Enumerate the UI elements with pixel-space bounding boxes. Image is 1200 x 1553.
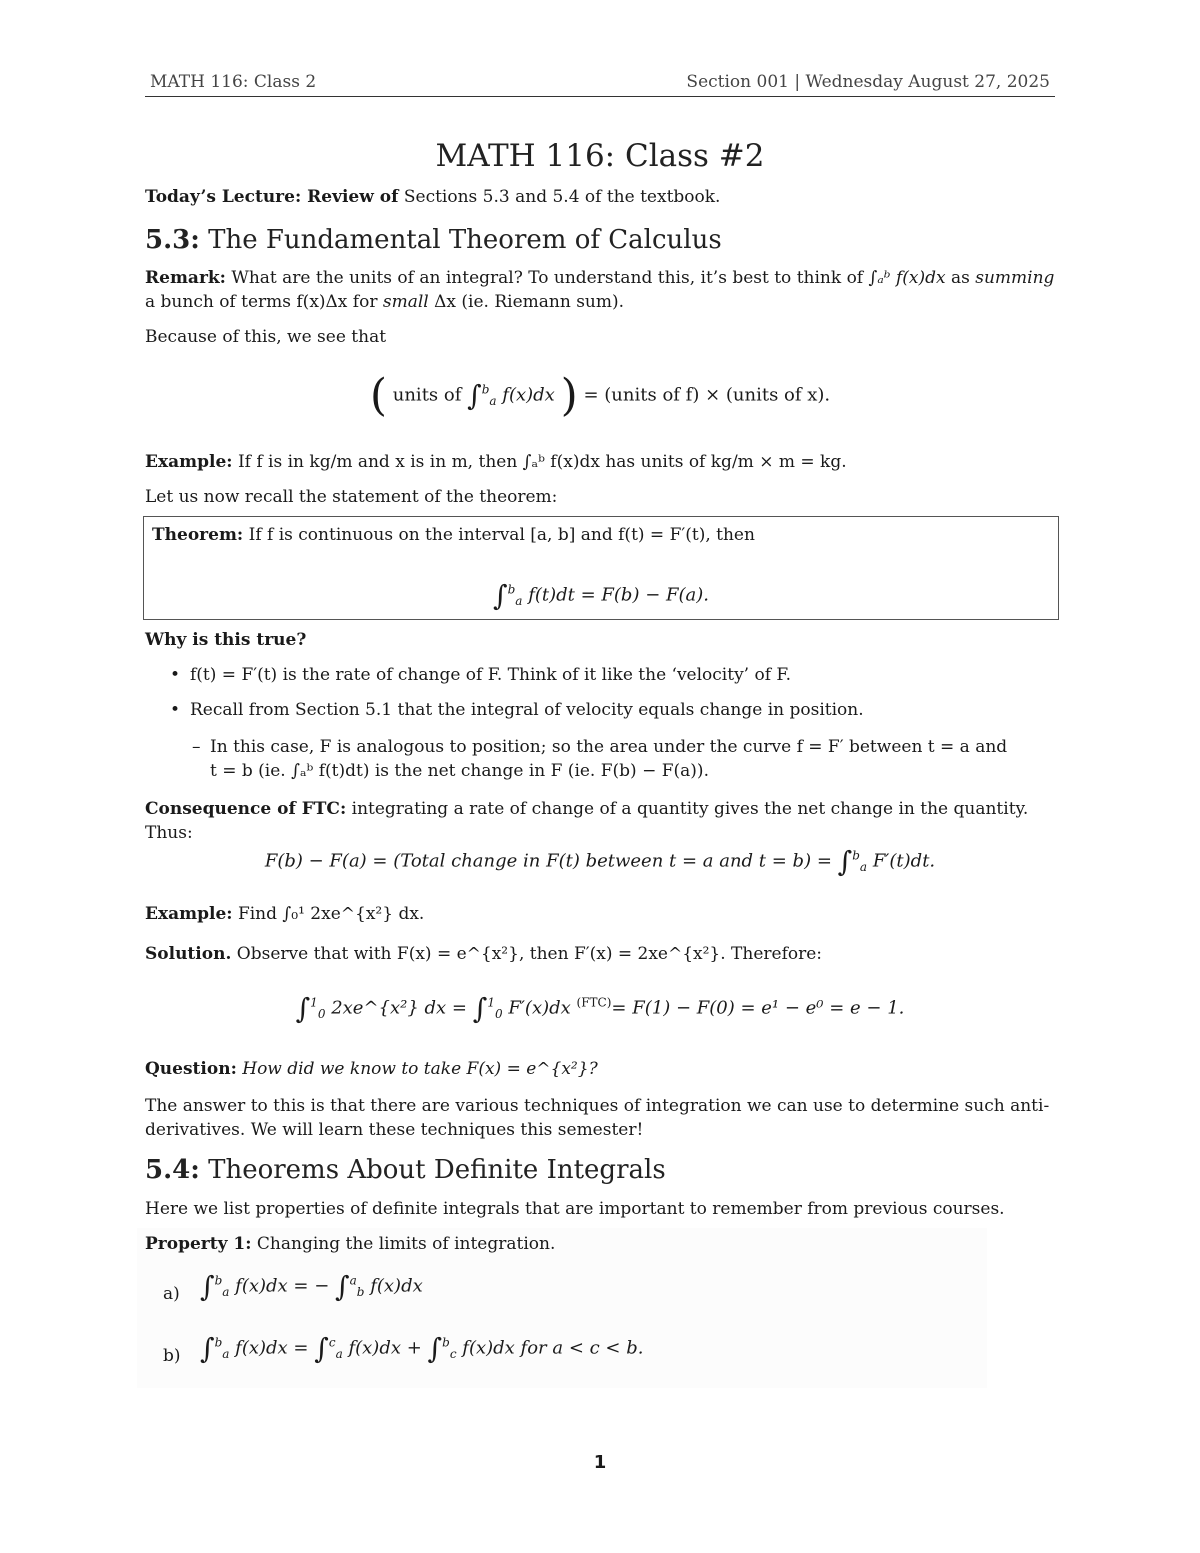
- sub-bullet: – In this case, F is analogous to position; so the area under the curve f = F′ between t = a and t = b (ie. ∫ₐᵇ f(t)dt) is the net change in F (ie. F(b) − F(a)).: [192, 737, 1008, 781]
- example-units: Example: If f is in kg/m and x is in m, then ∫ₐᵇ f(x)dx has units of kg/m × m = kg.: [145, 452, 847, 472]
- running-header: [145, 70, 1055, 97]
- solution-line: Solution. Observe that with F(x) = e^{x²}, then F′(x) = 2xe^{x²}. Therefore:: [145, 944, 823, 964]
- list-item: • Recall from Section 5.1 that the integral of velocity equals change in position.: [160, 698, 1057, 722]
- why-heading: Why is this true?: [145, 630, 307, 650]
- property-b-equation: ∫$^b_a$ f(x)dx = ∫$^c_a$ f(x)dx + ∫$^b_c$ f(x)dx for a < c < b.: [200, 1332, 644, 1365]
- property-b-label: b): [163, 1346, 181, 1366]
- remark-paragraph: Remark: What are the units of an integral? To understand this, it’s best to think of ∫ₐᵇ f(x)dx as summing a bunch of terms f(x)Δx for small Δx (ie. Riemann sum).: [145, 268, 1055, 312]
- because-line: Because of this, we see that: [145, 327, 387, 347]
- why-bullets: [160, 663, 1057, 722]
- units-equation: ( units of ∫$^b_a$ f(x)dx ) = (units of f) × (units of x).: [369, 370, 831, 421]
- theorem-box: [143, 516, 1059, 620]
- answer-paragraph: The answer to this is that there are various techniques of integration we can use to determine such anti- derivatives. We will learn these techniques this semester!: [145, 1096, 1050, 1140]
- property-1-line: Property 1: Changing the limits of integration.: [145, 1234, 556, 1254]
- theorem-statement: Theorem: If f is continuous on the interval [a, b] and f(t) = F′(t), then: [152, 525, 755, 545]
- ftc-net-change-equation: F(b) − F(a) = (Total change in F(t) between t = a and t = b) = ∫$^b_a$ F′(t)dt.: [264, 845, 936, 878]
- page-title: MATH 116: Class #2: [435, 138, 765, 174]
- section-5-4-intro: Here we list properties of definite integrals that are important to remember from previous courses.: [145, 1199, 1005, 1219]
- theorem-equation: ∫$^b_a$ f(t)dt = F(b) − F(a).: [493, 579, 709, 612]
- example-find: Example: Find ∫₀¹ 2xe^{x²} dx.: [145, 904, 425, 924]
- solution-equation: ∫$^1_0$ 2xe^{x²} dx = ∫$^1_0$ F′(x)dx $^{(FTC)}$= F(1) − F(0) = e¹ − e⁰ = e − 1.: [295, 992, 905, 1025]
- list-item: • f(t) = F′(t) is the rate of change of F. Think of it like the ‘velocity’ of F.: [160, 663, 1057, 687]
- header-section-date: Section 001 | Wednesday August 27, 2025: [686, 72, 1050, 92]
- intro-line: Today’s Lecture: Review of Sections 5.3 and 5.4 of the textbook.: [145, 187, 721, 207]
- consequence-paragraph: Consequence of FTC: integrating a rate of change of a quantity gives the net change in the quantity. Thus:: [145, 799, 1029, 843]
- section-heading-5-3: 5.3: The Fundamental Theorem of Calculus: [145, 225, 722, 255]
- recall-line: Let us now recall the statement of the theorem:: [145, 487, 558, 507]
- section-heading-5-4: 5.4: Theorems About Definite Integrals: [145, 1155, 666, 1185]
- property-a-label: a): [163, 1284, 180, 1304]
- property-a-equation: ∫$^b_a$ f(x)dx = − ∫$^a_b$ f(x)dx: [200, 1270, 423, 1303]
- page-number: 1: [593, 1452, 607, 1473]
- question-line: Question: How did we know to take F(x) = e^{x²}?: [145, 1059, 598, 1079]
- header-course: MATH 116: Class 2: [150, 72, 317, 92]
